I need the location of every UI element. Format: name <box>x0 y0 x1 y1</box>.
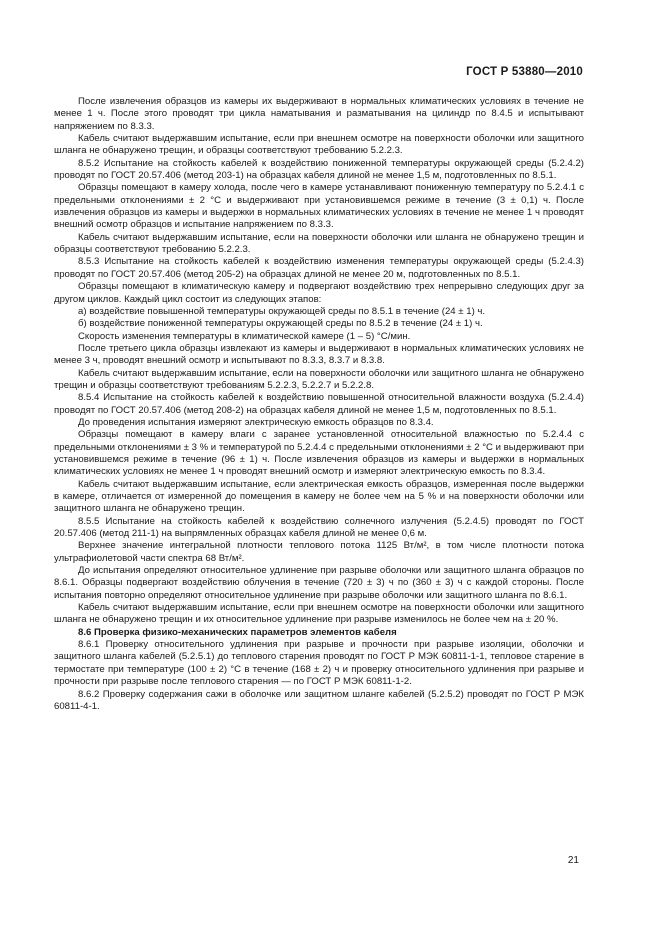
paragraph: После извлечения образцов из камеры их выдерживают в нормальных климатических условиях в течение не менее 1 ч. После этого проводят три цикла наматывания и разматывания на цилиндр по 8.4.5 и испытывают напряжением по 8.3.3. <box>54 96 584 132</box>
list-item: б) воздействие пониженной температуры окружающей среды по 8.5.2 в течение (24 ± 1) ч. <box>78 318 483 330</box>
paragraph: 8.5.3 Испытание на стойкость кабелей к воздействию изменения температуры окружающей среды (5.2.4.3) проводят по ГОСТ 20.57.406 (метод 205-2) на образцах длиной не менее 20 м, подготовленных по 8.5.1. <box>54 256 584 280</box>
paragraph: После третьего цикла образцы извлекают из камеры и выдерживают в нормальных климатических условиях не менее 3 ч, проводят внешний осмотр и испытывают по 8.3.3, 8.3.7 и 8.3.8. <box>54 342 584 367</box>
page-number: 21 <box>567 855 579 866</box>
list-item: а) воздействие повышенной температуры окружающей среды по 8.5.1 в течение (24 ± 1) ч. <box>78 305 486 317</box>
paragraph: 8.5.2 Испытание на стойкость кабелей к воздействию пониженной температуры окружающей среды (5.2.4.2) проводят по ГОСТ 20.57.406 (метод 203-1) на образцах кабеля длиной не менее 1,5 м, подготовленных по 8.5.1. <box>54 157 584 182</box>
paragraph: Кабель считают выдержавшим испытание, если на поверхности оболочки или шланга не обнаружено трещин и образцы соответствуют требованию 5.2.2.3. <box>54 231 584 256</box>
paragraph: Кабель считают выдержавшим испытание, если электрическая емкость образцов, измеренная после выдержки в камере, отличается от измеренной до помещения в камеру не более чем на 5 % и на поверхности оболочки или защитного шланга не обнаружено трещин. <box>54 478 584 515</box>
paragraph: Скорость изменения температуры в климатической камере (1 – 5) °С/мин. <box>78 330 411 342</box>
paragraph: Кабель считают выдержавшим испытание, если при внешнем осмотре на поверхности оболочки или защитного шланга не обнаружено трещин и их относительное удлинение при разрыве изменилось не более чем на ± 20 %. <box>54 602 584 626</box>
paragraph: Образцы помещают в камеру холода, после чего в камере устанавливают пониженную температуру по 5.2.4.1 с предельными отклонениями ± 2 °С и выдерживают при установившемся режиме в течение (3 ± 0,1) ч. После извлечения образцов из камеры и выдержки в нормальных климатических условиях в течение не менее 1 ч проводят внешний осмотр образцов и испытание напряжением по 8.3.3. <box>54 182 584 231</box>
paragraph: До проведения испытания измеряют электрическую емкость образцов по 8.3.4. <box>78 416 434 428</box>
paragraph: Образцы помещают в климатическую камеру и подвергают воздействию трех непрерывно следующих друг за другом циклов. Каждый цикл состоит из следующих этапов: <box>54 281 584 305</box>
section-heading: 8.6 Проверка физико-механических параметров элементов кабеля <box>78 626 397 638</box>
paragraph: Верхнее значение интегральной плотности теплового потока 1125 Вт/м², в том числе плотности потока ультрафиолетовой части спектра 68 Вт/м². <box>54 540 584 564</box>
paragraph: До испытания определяют относительное удлинение при разрыве оболочки или защитного шланга образцов по 8.6.1. Образцы подвергают воздействию облучения в течение (720 ± 3) ч по (360 ± 3) ч с каждой стороны. После испытания повторно определяют относительное удлинение при разрыве оболочки или защитного шланга по 8.6.1. <box>54 565 584 601</box>
paragraph: Кабель считают выдержавшим испытание, если на поверхности оболочки или защитного шланга не обнаружено трещин и образцы соответствуют требованиям 5.2.2.3, 5.2.2.7 и 5.2.2.8. <box>54 367 584 391</box>
paragraph: 8.6.1 Проверку относительного удлинения при разрыве и прочности при разрыве изоляции, оболочки и защитного шланга кабелей (5.2.5.1) до теплового старения проводят по ГОСТ Р МЭК 60811-1-1, тепловое старение в термостате при температуре (100 ± 2) °С в течение (168 ± 2) ч и проверку относительного удлинения при разрыве и прочности при разрыве после теплового старения — по ГОСТ Р МЭК 60811-1-2. <box>54 639 584 688</box>
paragraph: 8.6.2 Проверку содержания сажи в оболочке или защитном шланге кабелей (5.2.5.2) проводят по ГОСТ Р МЭК 60811-4-1. <box>54 688 584 712</box>
paragraph: Кабель считают выдержавшим испытание, если при внешнем осмотре на поверхности оболочки или защитного шланга не обнаружено трещин, и образцы соответствуют требованию 5.2.2.3. <box>54 133 584 157</box>
paragraph: Образцы помещают в камеру влаги с заранее установленной относительной влажностью по 5.2.4.4 с предельными отклонениями ± 3 % и температурой по 5.2.4.4 с предельными отклонениями ± 2 °С и выдерживают при установившемся режиме в течение (96 ± 1) ч. После извлечения образцов из камеры и выдержки в нормальных климатических условиях не менее 1 ч проводят внешний осмотр и измеряют электрическую емкость по 8.3.4. <box>54 429 584 478</box>
standard-header: ГОСТ Р 53880—2010 <box>466 66 583 78</box>
paragraph: 8.5.5 Испытание на стойкость кабелей к воздействию солнечного излучения (5.2.4.5) проводят по ГОСТ 20.57.406 (метод 211-1) на выпрямленных образцах кабеля длиной не менее 0,6 м. <box>54 515 584 540</box>
paragraph: 8.5.4 Испытание на стойкость кабелей к воздействию повышенной относительной влажности воздуха (5.2.4.4) проводят по ГОСТ 20.57.406 (метод 208-2) на образцах кабеля длиной не менее 1,5 м, подготовленных по 8.5.1. <box>54 392 584 416</box>
document-body <box>54 96 584 713</box>
